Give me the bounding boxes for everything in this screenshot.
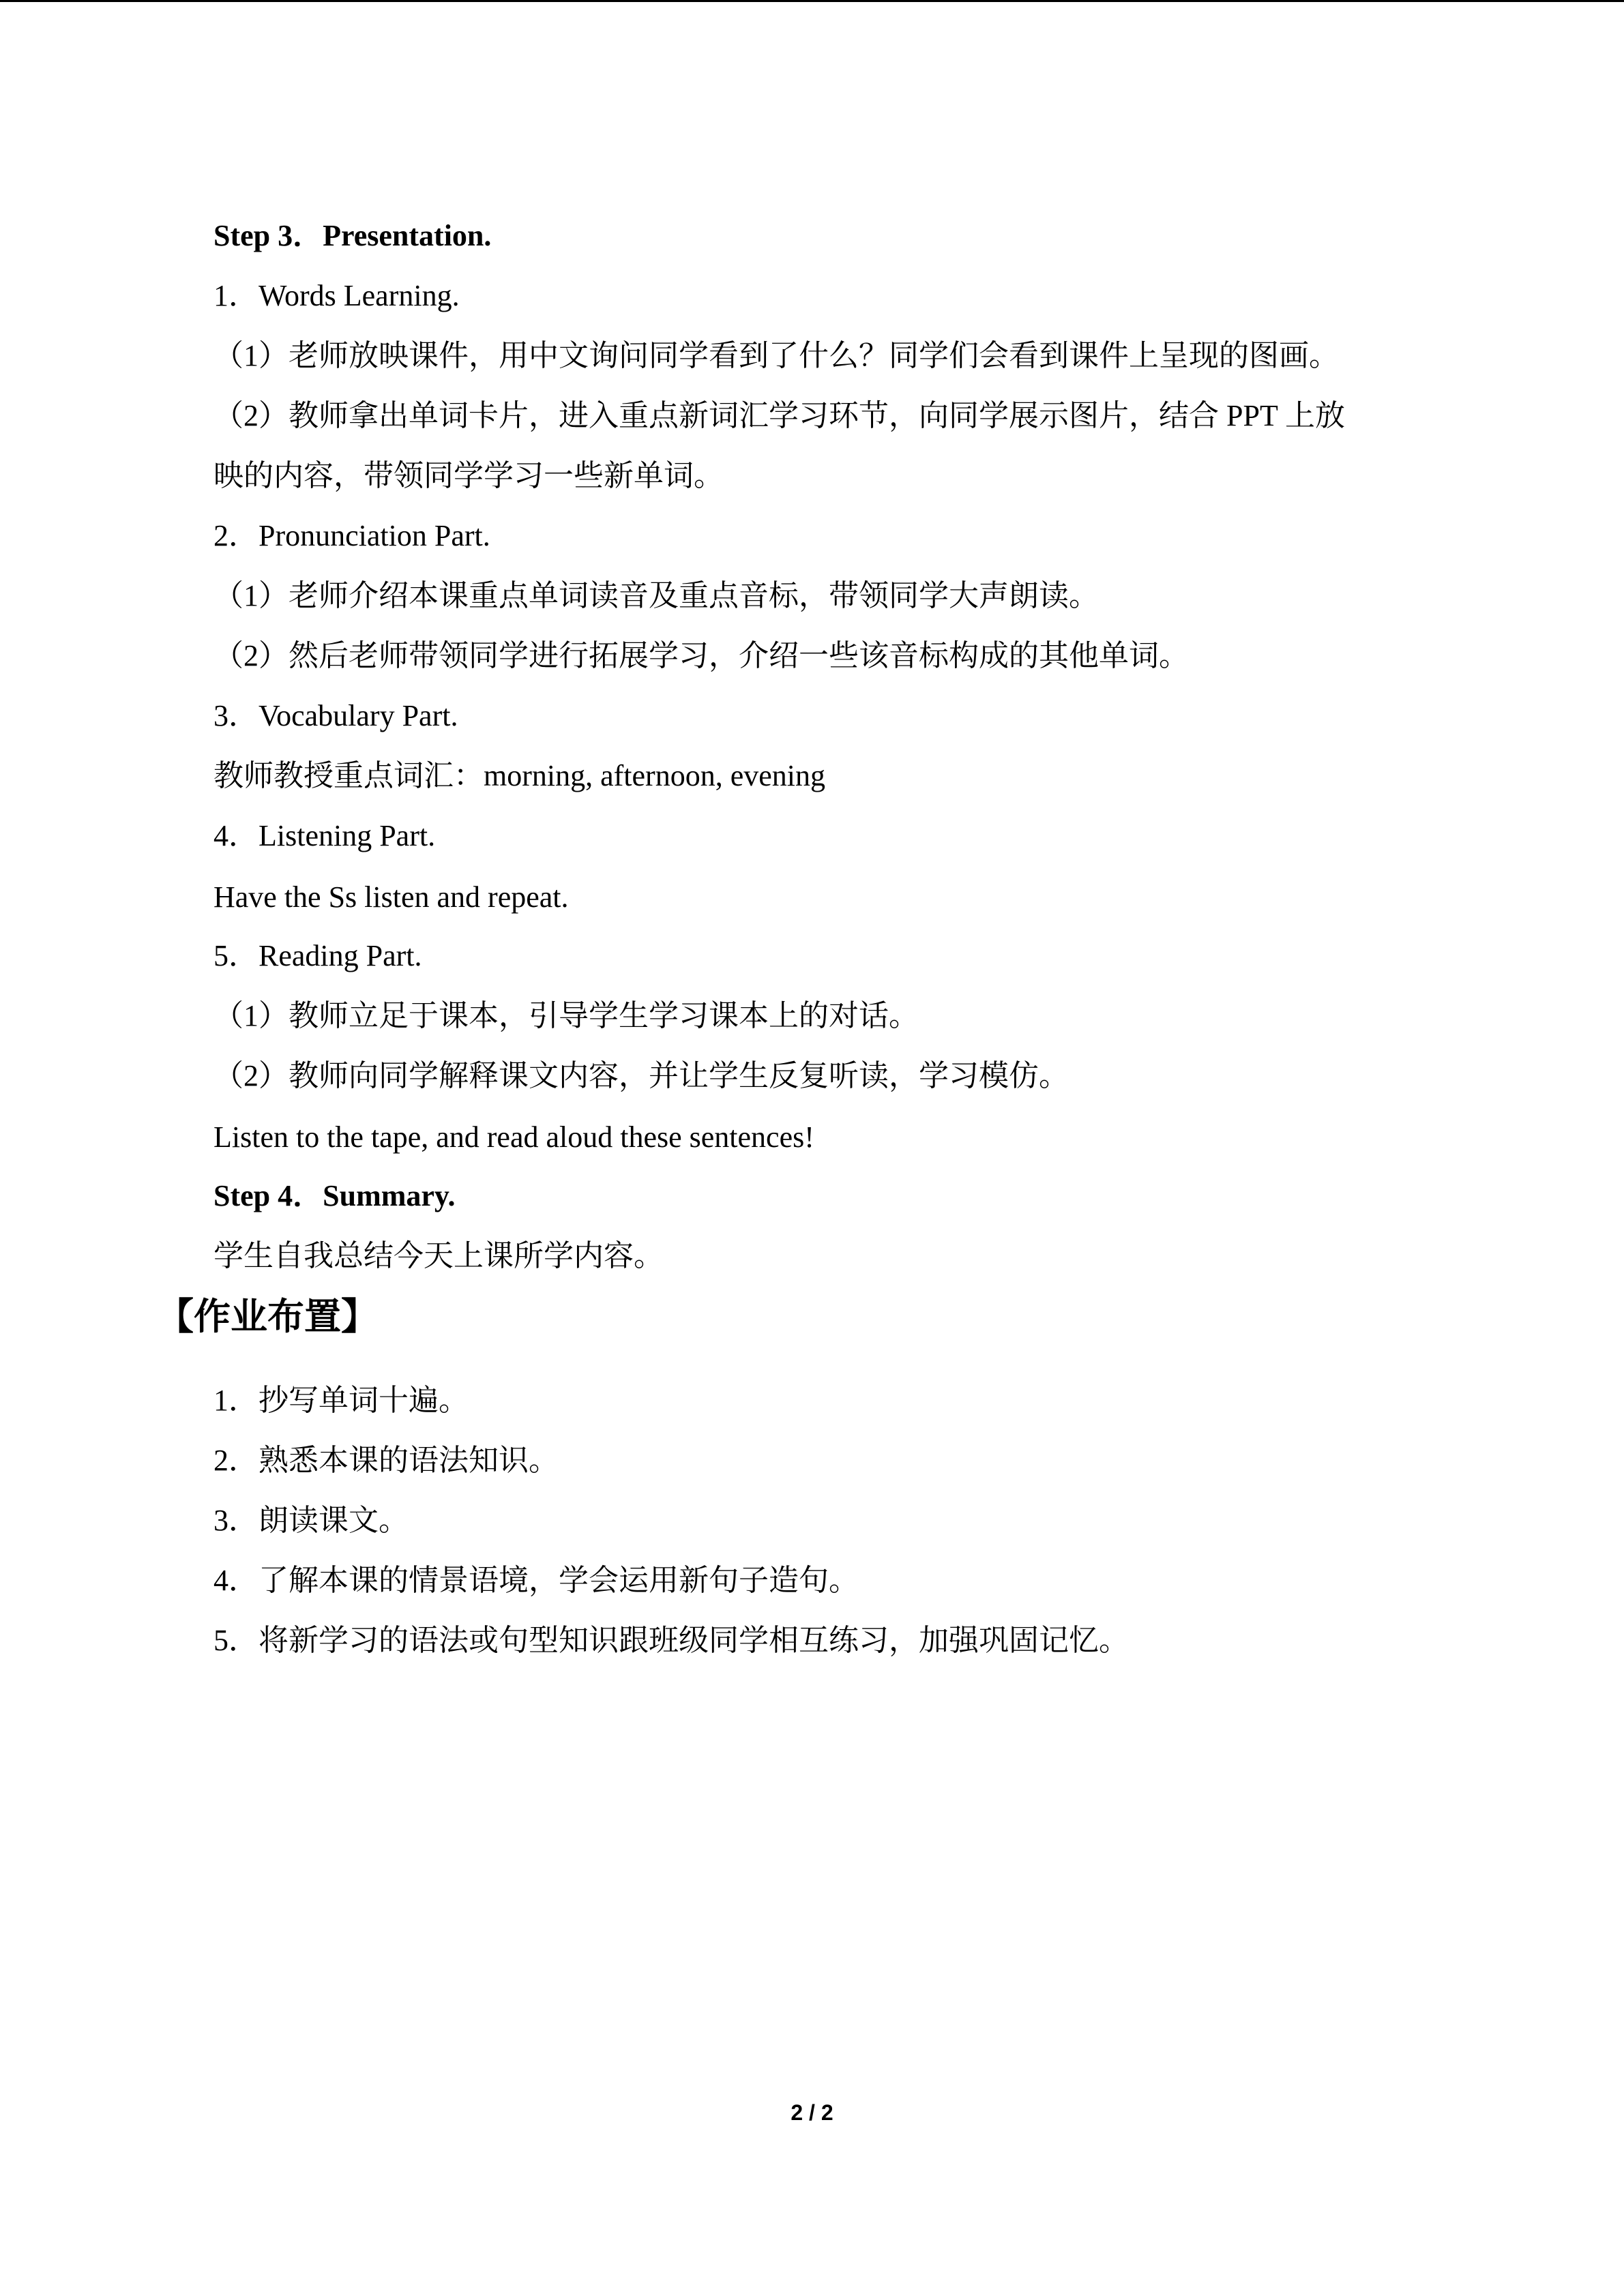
pronunciation-item: 2．Pronunciation Part.: [213, 519, 490, 552]
words-learning-para-2-line-2: 映的内容，带领同学学习一些新单词。: [213, 459, 724, 492]
listening-item: 4．Listening Part.: [213, 819, 436, 852]
pronunciation-para-2: （2）然后老师带领同学进行拓展学习，介绍一些该音标构成的其他单词。: [213, 639, 1189, 672]
vocabulary-item: 3．Vocabulary Part.: [213, 699, 458, 732]
page-number: 2 / 2: [791, 2100, 833, 2125]
summary-para-1: 学生自我总结今天上课所学内容。: [213, 1239, 664, 1272]
words-learning-para-2-line-1: （2）教师拿出单词卡片，进入重点新词汇学习环节，向同学展示图片，结合 PPT 上放: [213, 399, 1346, 432]
homework-item-1: 1．抄写单词十遍。: [213, 1384, 469, 1417]
step3-title: Step 3．Presentation.: [213, 219, 492, 252]
homework-item-4: 4．了解本课的情景语境，学会运用新句子造句。: [213, 1564, 859, 1597]
reading-para-1: （1）教师立足于课本，引导学生学习课本上的对话。: [213, 999, 919, 1032]
pronunciation-para-1: （1）老师介绍本课重点单词读音及重点音标，带领同学大声朗读。: [213, 579, 1099, 612]
words-learning-para-1: （1）老师放映课件，用中文询问同学看到了什么？同学们会看到课件上呈现的图画。: [213, 339, 1339, 372]
step4-title: Step 4．Summary.: [213, 1179, 456, 1212]
homework-item-5: 5．将新学习的语法或句型知识跟班级同学相互练习，加强巩固记忆。: [213, 1624, 1129, 1657]
listening-para-1: Have the Ss listen and repeat.: [213, 880, 569, 914]
words-learning-item: 1．Words Learning.: [213, 279, 460, 312]
homework-heading: 【作业布置】: [157, 1295, 378, 1338]
homework-item-3: 3．朗读课文。: [213, 1504, 409, 1537]
reading-item: 5．Reading Part.: [213, 939, 422, 972]
page-top-border: [0, 0, 1624, 2]
reading-para-2: （2）教师向同学解释课文内容，并让学生反复听读，学习模仿。: [213, 1059, 1069, 1092]
homework-item-2: 2．熟悉本课的语法知识。: [213, 1444, 559, 1477]
vocabulary-para-1: 教师教授重点词汇：morning, afternoon, evening: [213, 759, 825, 792]
reading-para-3: Listen to the tape, and read aloud these sentences!: [213, 1120, 814, 1154]
